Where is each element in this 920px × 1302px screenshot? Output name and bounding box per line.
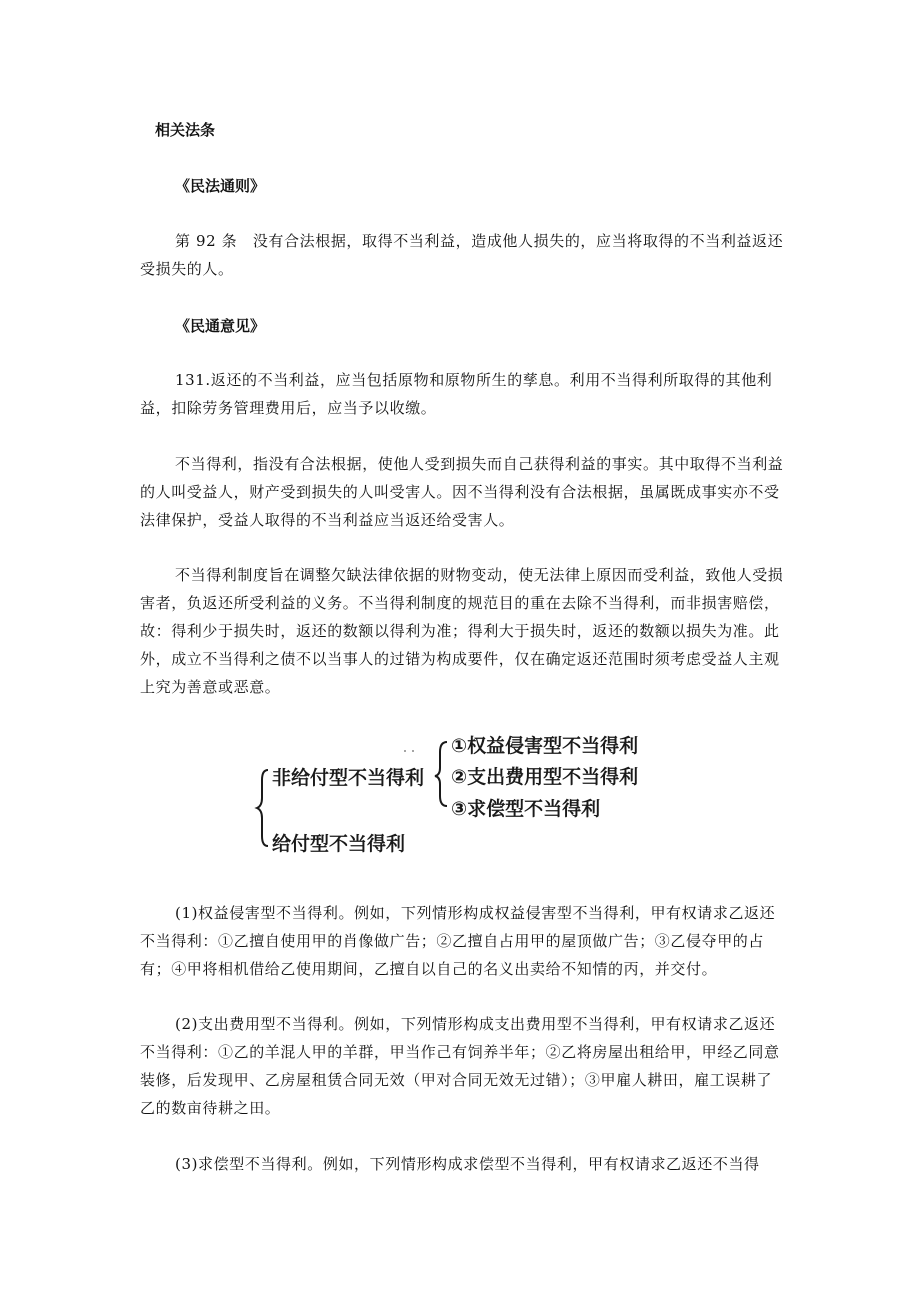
section-title: 相关法条 [155, 121, 216, 139]
type3-paragraph: (3)求偿型不当得利。例如，下列情形构成求偿型不当得利，甲有权请求乙返还不当得 [175, 1155, 760, 1173]
sub-item-expense: ②支出费用型不当得利 [451, 766, 639, 788]
type2-paragraph: (2)支出费用型不当得利。例如，下列情形构成支出费用型不当得利，甲有权请求乙返还不当得利：①乙的羊混人甲的羊群，甲当作己有饲养半年；②乙将房屋出租给甲，甲经乙同意装修，后发现甲、乙房屋租赁合同无效（甲对合同无效无过错）；③甲雇人耕田，雇工误耕了乙的数亩待耕之田。 [140, 1015, 780, 1117]
branch-performance: 给付型不当得利 [272, 833, 406, 855]
outer-brace [257, 770, 268, 846]
system-purpose-paragraph: 不当得利制度旨在调整欠缺法律依据的财物变动，使无法律上原因而受利益，致他人受损害者，负返还所受利益的义务。不当得利制度的规范目的重在去除不当得利，而非损害赔偿，故：得利少于损失时，返还的数额以得利为准；得利大于损失时，返还的数额以损失为准。此外，成立不当得利之债不以当事人的过错为构成要件，仅在确定返还范围时须考虑受益人主观上究为善意或恶意。 [140, 566, 784, 696]
inner-brace [435, 742, 447, 806]
article-131-paragraph: 131.返还的不当利益，应当包括原物和原物所生的孳息。利用不当得利所取得的其他利益，扣除劳务管理费用后，应当予以收缴。 [140, 371, 773, 417]
classification-diagram [140, 0, 800, 880]
law-title-civil-opinions: 《民通意见》 [175, 317, 266, 335]
law-title-civil-general-principles: 《民法通则》 [175, 177, 266, 195]
branch-non-performance: 非给付型不当得利 [272, 767, 425, 789]
article-92-paragraph: 第 92 条 没有合法根据，取得不当利益，造成他人损失的，应当将取得的不当利益返还受损失的人。 [140, 232, 784, 278]
type1-paragraph: (1)权益侵害型不当得利。例如，下列情形构成权益侵害型不当得利，甲有权请求乙返还不当得利：①乙擅自使用甲的肖像做广告；②乙擅自占用甲的屋顶做广告；③乙侵夺甲的占有；④甲将相机借给乙使用期间，乙擅自以自己的名义出卖给不知情的丙，并交付。 [140, 904, 776, 978]
sub-item-recourse: ③求偿型不当得利 [451, 798, 601, 820]
sub-item-rights-infringement: ①权益侵害型不当得利 [451, 735, 639, 757]
definition-paragraph: 不当得利，指没有合法根据，使他人受到损失而自己获得利益的事实。其中取得不当利益的人叫受益人，财产受到损失的人叫受害人。因不当得利没有合法根据，虽属既成事实亦不受法律保护，受益人取得的不当利益应当返还给受害人。 [140, 455, 784, 529]
